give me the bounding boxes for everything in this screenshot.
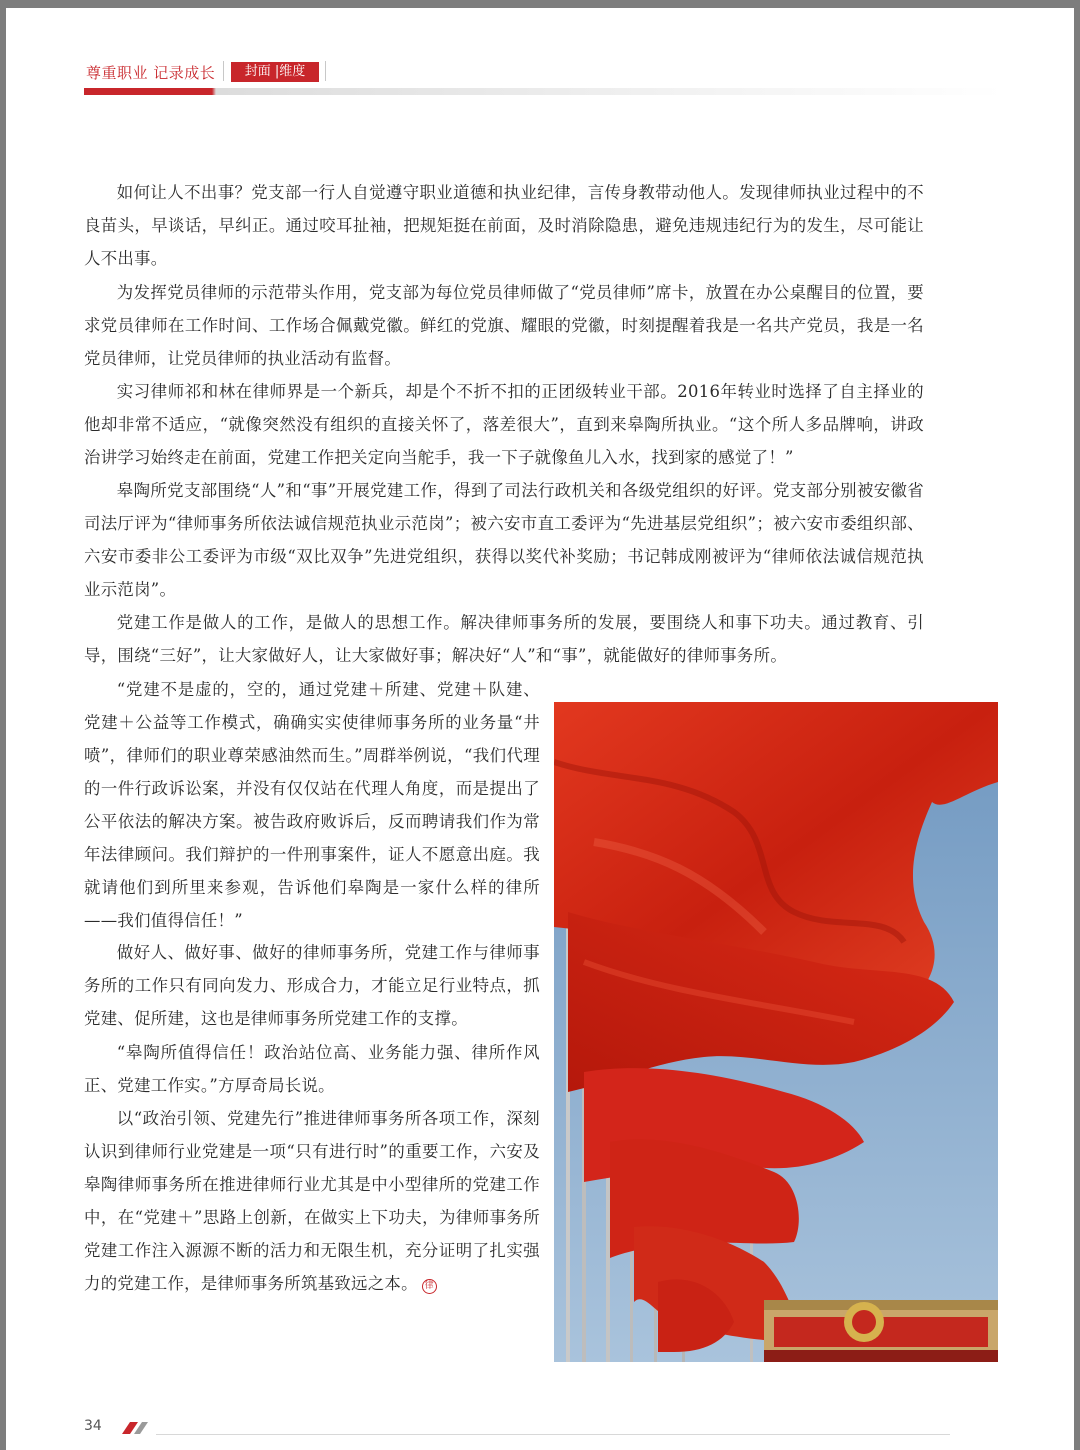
paragraph-9-text: 以“政治引领、党建先行”推进律师事务所各项工作，深刻认识到律师行业党建是一项“只有进行时”的重要工作，六安及皋陶律师事务所在推进律师行业尤其是中小型律所的党建工作中，在“党建＋”思路上创新，在做实上下功夫，为律师事务所党建工作注入源源不断的活力和无限生机，充分证明了扎实强力的党建工作，是律师事务所筑基致远之本。	[84, 1109, 540, 1293]
paragraph-1: 如何让人不出事？党支部一行人自觉遵守职业道德和执业纪律，言传身教带动他人。发现律师执业过程中的不良苗头，早谈话，早纠正。通过咬耳扯袖，把规矩挺在前面，及时消除隐患，避免违规违纪行为的发生，尽可能让人不出事。	[84, 183, 924, 268]
paragraph-3: 实习律师祁和林在律师界是一个新兵，却是个不折不扣的正团级转业干部。2016年转业时选择了自主择业的他却非常不适应，“就像突然没有组织的直接关怀了，落差很大”，直到来皋陶所执业。“这个所人多品牌响，讲政治讲学习始终走在前面，党建工作把关定向当舵手，我一下子就像鱼儿入水，找到家的感觉了！”	[84, 382, 924, 467]
paragraph-9	[84, 1102, 540, 1300]
paragraph-5: 党建工作是做人的工作，是做人的思想工作。解决律师事务所的发展，要围绕人和事下功夫。通过教育、引导，围绕“三好”，让大家做好人，让大家做好事；解决好“人”和“事”，就能做好的律师事务所。	[84, 613, 924, 665]
paragraph-7: 做好人、做好事、做好的律师事务所，党建工作与律师事务所的工作只有同向发力、形成合力，才能立足行业特点，抓党建、促所建，这也是律师事务所党建工作的支撑。	[84, 943, 540, 1028]
paragraph-4: 皋陶所党支部围绕“人”和“事”开展党建工作，得到了司法行政机关和各级党组织的好评。党支部分别被安徽省司法厅评为“律师事务所依法诚信规范执业示范岗”；被六安市直工委评为“先进基层党组织”；被六安市委组织部、六安市委非公工委评为市级“双比双争”先进党组织，获得以奖代补奖励；书记韩成刚被评为“律师依法诚信规范执业示范岗”。	[84, 481, 924, 599]
magazine-page	[6, 8, 1074, 1450]
header-slogan: 尊重职业 记录成长	[86, 64, 216, 82]
red-flags-photo	[554, 702, 998, 1362]
footer-stripe-icon	[116, 1422, 152, 1434]
paragraph-6: “党建不是虚的，空的，通过党建＋所建、党建＋队建、党建＋公益等工作模式，确确实实使律师事务所的业务量“井喷”，律师们的职业尊荣感油然而生。”周群举例说，“我们代理的一件行政诉讼案，并没有仅仅站在代理人角度，而是提出了公平依法的解决方案。被告政府败诉后，反而聘请我们作为常年法律顾问。我们辩护的一件刑事案件，证人不愿意出庭。我就请他们到所里来参观，告诉他们皋陶是一家什么样的律所——我们值得信任！”	[84, 680, 540, 930]
header-divider	[223, 61, 224, 81]
paragraph-8: “皋陶所值得信任！政治站位高、业务能力强、律所作风正、党建工作实。”方厚奇局长说。	[84, 1043, 540, 1095]
page-number: 34	[84, 1418, 102, 1434]
page-header	[84, 60, 1004, 110]
header-divider	[325, 61, 326, 81]
section-tag: 封面 |维度	[231, 62, 319, 82]
end-mark-icon: 律	[422, 1279, 437, 1294]
footer-rule	[156, 1434, 950, 1435]
paragraph-2: 为发挥党员律师的示范带头作用，党支部为每位党员律师做了“党员律师”席卡，放置在办公桌醒目的位置，要求党员律师在工作时间、工作场合佩戴党徽。鲜红的党旗、耀眼的党徽，时刻提醒着我是一名共产党员，我是一名党员律师，让党员律师的执业活动有监督。	[84, 283, 924, 368]
header-bar	[84, 88, 1004, 95]
